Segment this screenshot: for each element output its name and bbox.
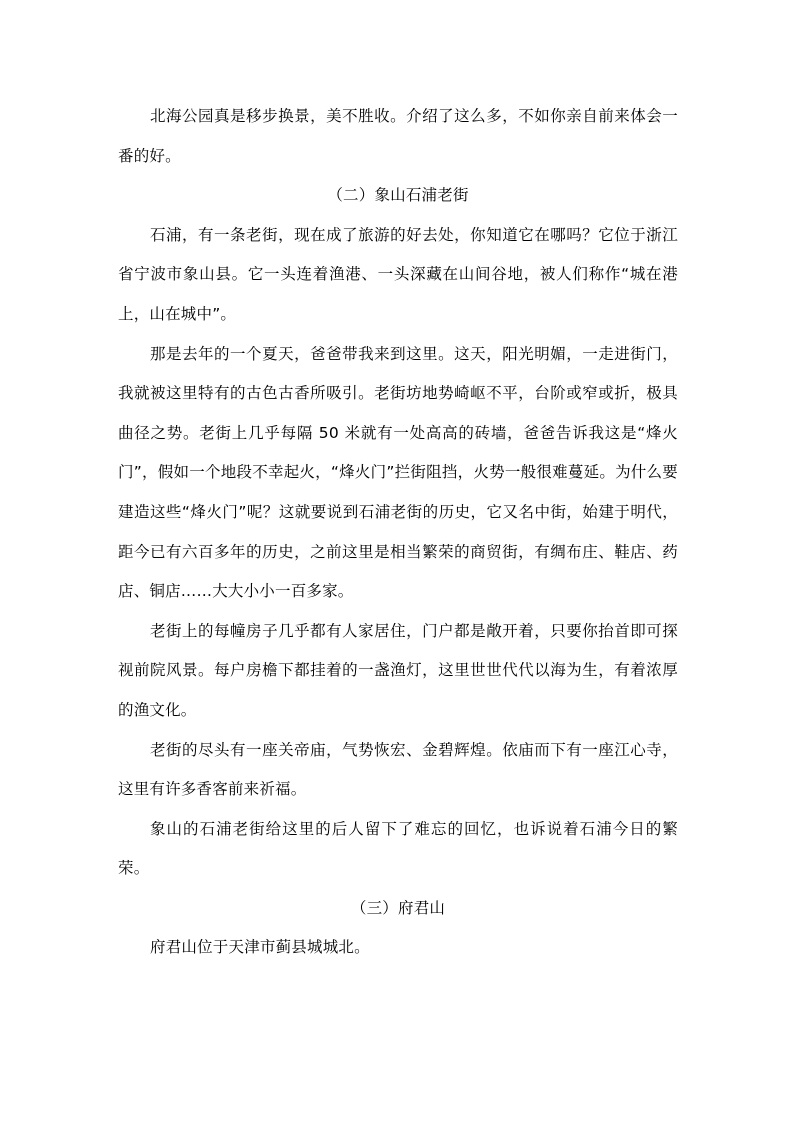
paragraph-shipu-visit: 那是去年的一个夏天，爸爸带我来到这里。这天，阳光明媚，一走进街门，我就被这里特有的古色古香所吸引。老街坊地势崎岖不平，台阶或窄或折，极具曲径之势。老街上几乎每隔 50 米就有一处高高的砖墙，爸爸告诉我这是“烽火门”，假如一个地段不幸起火，“烽火门”拦街阻挡，火势一般很难蔓延。为什么要建造这些“烽火门”呢？这就要说到石浦老街的历史，它又名中街，始建于明代，距今已有六百多年的历史，之前这里是相当繁荣的商贸街，有绸布庄、鞋店、药店、铜店……大大小小一百多家。 xyxy=(118,344,678,601)
paragraph-shipu-location: 石浦，有一条老街，现在成了旅游的好去处，你知道它在哪吗？它位于浙江省宁波市象山县。它一头连着渔港、一头深藏在山间谷地，被人们称作“城在港上，山在城中”。 xyxy=(118,225,678,323)
paragraph-beihai-conclusion: 北海公园真是移步换景，美不胜收。介绍了这么多，不如你亲自前来体会一番的好。 xyxy=(118,107,678,165)
section-heading-shipu-old-street: （二）象山石浦老街 xyxy=(327,186,469,205)
document-page xyxy=(118,97,678,968)
section-heading-fujun-mountain: （三）府君山 xyxy=(350,898,446,917)
paragraph-shipu-memory: 象山的石浦老街给这里的后人留下了难忘的回忆，也诉说着石浦今日的繁荣。 xyxy=(118,819,678,878)
paragraph-fujun-location: 府君山位于天津市蓟县城城北。 xyxy=(150,938,370,957)
paragraph-shipu-houses: 老街上的每幢房子几乎都有人家居住，门户都是敞开着，只要你抬首即可探视前院风景。每户房檐下都挂着的一盏渔灯，这里世世代代以海为生，有着浓厚的渔文化。 xyxy=(118,621,678,719)
paragraph-shipu-temple: 老街的尽头有一座关帝庙，气势恢宏、金碧辉煌。依庙而下有一座江心寺，这里有许多香客前来祈福。 xyxy=(118,740,678,799)
